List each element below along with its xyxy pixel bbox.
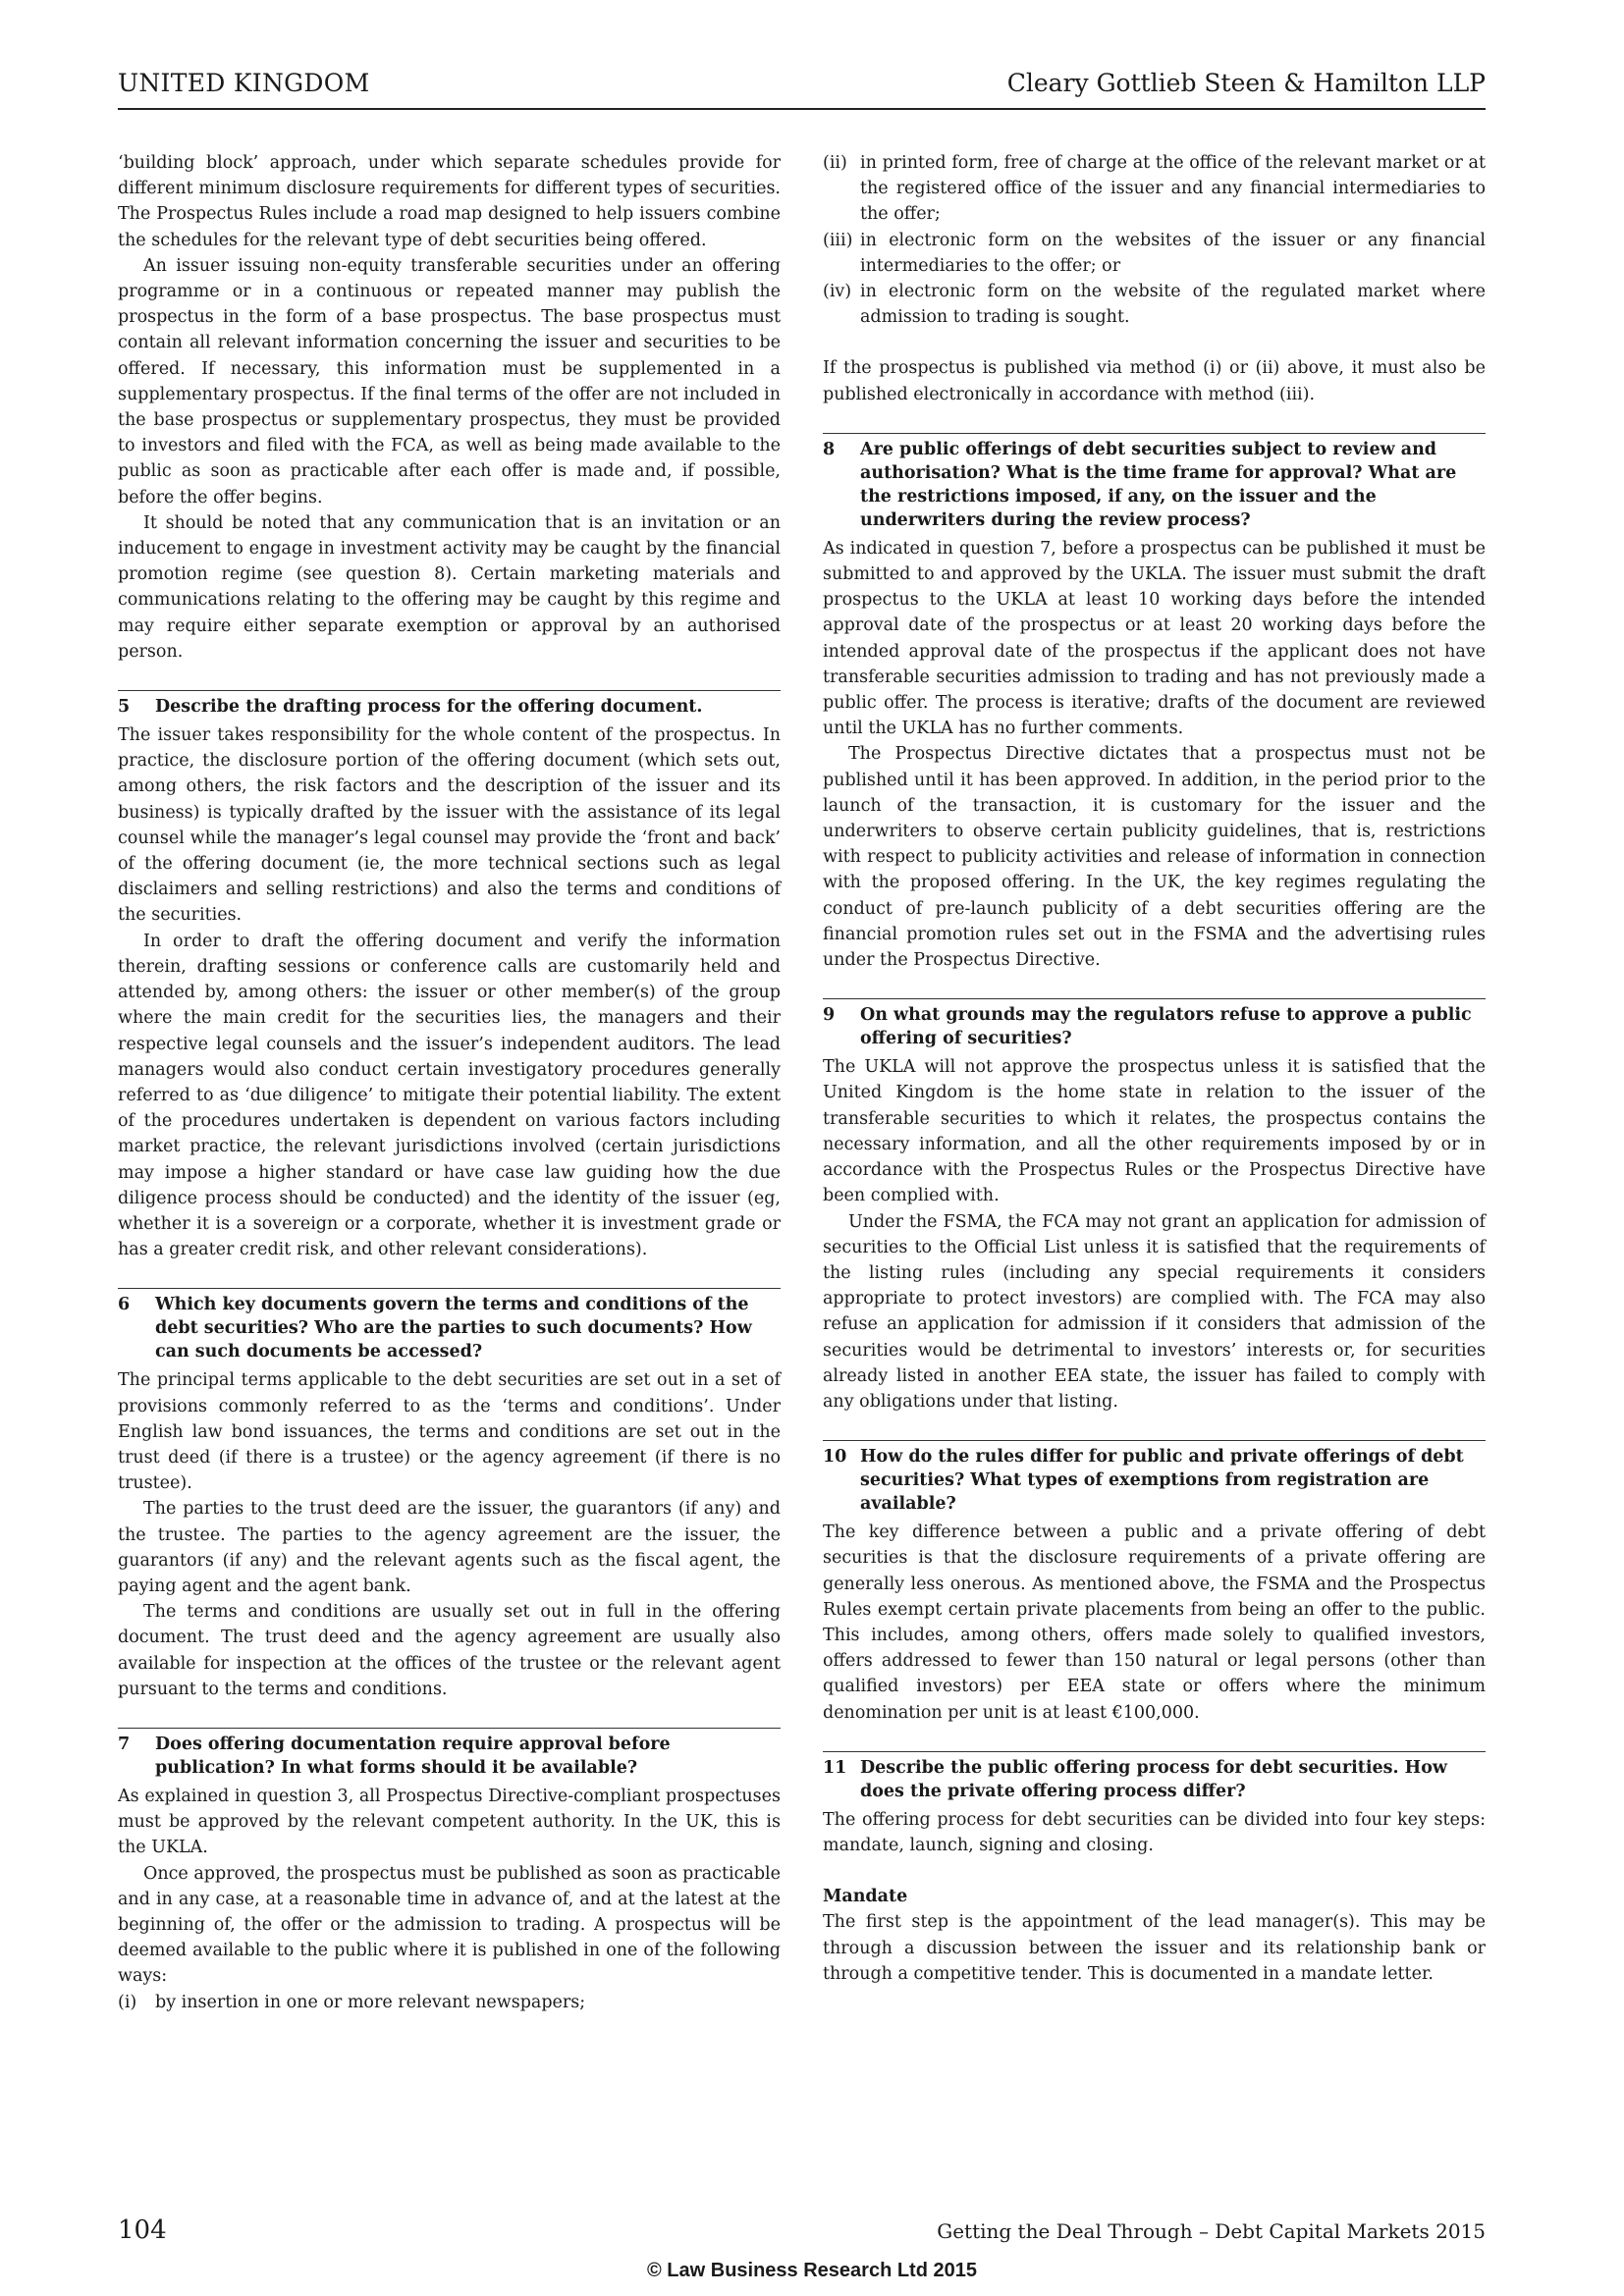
copyright-notice: © Law Business Research Ltd 2015 <box>647 2260 977 2281</box>
paragraph: The UKLA will not approve the prospectus unless it is satisfied that the United Kingdom is the home state in relation to the issuer of the transferable securities to which it relates, the prospectus contains the necessary information, and all the other requirements imposed by or in accordance with the Prospectus Rules or the Prospectus Directive have been complied with. <box>823 1057 1486 1206</box>
list-text: in electronic form on the website of the regulated market where admission to trading is sought. <box>860 282 1486 328</box>
left-column <box>118 150 781 2015</box>
paragraph: As indicated in question 7, before a prospectus can be published it must be submitted to and approved by the UKLA. The issuer must submit the draft prospectus to the UKLA at least 10 working days before the intended approval date of the prospectus or at least 20 working days before the intended approval date of the prospectus if the applicant does not have transferable securities admission to trading and has not previously made a public offer. The process is iterative; drafts of the document are reviewed until the UKLA has no further comments. <box>823 538 1486 739</box>
paragraph: The issuer takes responsibility for the whole content of the prospectus. In practice, the disclosure portion of the offering document (which sets out, among others, the risk factors and the description of the issuer and its business) is typically drafted by the issuer with the assistance of its legal counsel while the manager’s legal counsel may provide the ‘front and back’ of the offering document (ie, the more technical sections such as legal disclaimers and selling restrictions) and also the terms and conditions of the securities. <box>118 725 781 926</box>
question-heading-11 <box>823 1751 1486 1803</box>
list-label: (iii) <box>823 230 853 250</box>
paragraph: If the prospectus is published via method (i) or (ii) above, it must also be published electronically in accordance with method (iii). <box>823 358 1486 404</box>
list-label: (iv) <box>823 282 852 302</box>
paragraph: The first step is the appointment of the lead manager(s). This may be through a discussion between the issuer and its relationship bank or through a competitive tender. This is documented in a mandate letter. <box>823 1912 1486 1984</box>
list-item <box>823 150 1486 228</box>
paragraph: The key difference between a public and a private offering of debt securities is that the disclosure requirements of a private offering are generally less onerous. As mentioned above, the FSMA and the Prospectus Rules exempt certain private placements from being an offer to the public. This includes, among others, offers made solely to qualified investors, offers addressed to fewer than 150 natural or legal persons (other than qualified investors) per EEA state or offers where the minimum denomination per unit is at least €100,000. <box>823 1522 1486 1723</box>
list-label: (ii) <box>823 153 847 173</box>
list-item <box>823 279 1486 330</box>
header-country: UNITED KINGDOM <box>118 69 370 97</box>
list-label: (i) <box>118 1992 137 2012</box>
question-title: Describe the public offering process for debt securities. How does the private offering process differ? <box>860 1757 1447 1801</box>
question-title: On what grounds may the regulators refuse to approve a public offering of securities? <box>860 1005 1472 1049</box>
paragraph: Under the FSMA, the FCA may not grant an application for admission of securities to the Official List unless it is satisfied that the requirements of the listing rules (including any special requirements it considers appropriate to protect investors) are complied with. The FCA may also refuse an application for admission if it considers that admission of the securities would be detrimental to investors’ interests or, for securities already listed in another EEA state, the issuer has failed to comply with any obligations under that listing. <box>823 1211 1486 1412</box>
paragraph: Once approved, the prospectus must be published as soon as practicable and in any case, at a reasonable time in advance of, and at the latest at the beginning of, the offer or the admission to trading. A prospectus will be deemed available to the public where it is published in one of the following ways: <box>118 1863 781 1987</box>
question-number: 7 <box>118 1734 131 1754</box>
header-firm: Cleary Gottlieb Steen & Hamilton LLP <box>1006 69 1486 97</box>
question-heading-8 <box>823 433 1486 532</box>
question-number: 9 <box>823 1005 836 1026</box>
paragraph: As explained in question 3, all Prospectus Directive-compliant prospectuses must be approved by the relevant competent authority. In the UK, this is the UKLA. <box>118 1786 781 1858</box>
list-text: by insertion in one or more relevant newspapers; <box>155 1992 586 2012</box>
question-title: Which key documents govern the terms and conditions of the debt securities? Who are the parties to such documents? How can such documents be accessed? <box>155 1295 752 1362</box>
question-title: Are public offerings of debt securities subject to review and authorisation? What is the time frame for approval? What are the restrictions imposed, if any, on the issuer and the underwriters during the review process? <box>860 439 1457 530</box>
paragraph: The offering process for debt securities can be divided into four key steps: mandate, launch, signing and closing. <box>823 1809 1486 1855</box>
question-number: 11 <box>823 1757 847 1778</box>
question-heading-7 <box>118 1728 781 1780</box>
list-item <box>823 228 1486 279</box>
question-heading-5 <box>118 690 781 719</box>
paragraph: The Prospectus Directive dictates that a prospectus must not be published until it has been approved. In addition, in the period prior to the launch of the transaction, it is customary for the issuer and the underwriters to observe certain publicity guidelines, that is, restrictions with respect to publicity activities and release of information in connection with the proposed offering. In the UK, the key regimes regulating the conduct of pre-launch publicity of a debt securities offering are the financial promotion rules set out in the FSMA and the advertising rules under the Prospectus Directive. <box>823 744 1486 971</box>
question-number: 5 <box>118 697 131 718</box>
question-heading-6 <box>118 1288 781 1363</box>
question-number: 8 <box>823 439 836 459</box>
page-header <box>118 65 1486 110</box>
publication-title: Getting the Deal Through – Debt Capital Markets 2015 <box>937 2219 1486 2243</box>
paragraph: The parties to the trust deed are the issuer, the guarantors (if any) and the trustee. The parties to the agency agreement are the issuer, the guarantors (if any) and the relevant agents such as the fiscal agent, the paying agent and the agent bank. <box>118 1499 781 1596</box>
subheading: Mandate <box>823 1887 908 1907</box>
question-title: Describe the drafting process for the offering document. <box>155 697 703 718</box>
list-text: in electronic form on the websites of the issuer or any financial intermediaries to the offer; or <box>860 230 1486 276</box>
question-title: How do the rules differ for public and private offerings of debt securities? What types of exemptions from registration are available? <box>860 1447 1464 1515</box>
paragraph: The principal terms applicable to the debt securities are set out in a set of provisions commonly referred to as the ‘terms and conditions’. Under English law bond issuances, the terms and conditions are set out in the trust deed (if there is a trustee) or the agency agreement (if there is no trustee). <box>118 1370 781 1494</box>
list-text: in printed form, free of charge at the office of the relevant market or at the registered office of the issuer and any financial intermediaries to the offer; <box>860 153 1486 225</box>
paragraph: An issuer issuing non-equity transferable securities under an offering programme or in a continuous or repeated manner may publish the prospectus in the form of a base prospectus. The base prospectus must contain all relevant information concerning the issuer and securities to be offered. If necessary, this information must be supplemented in a supplementary prospectus. If the final terms of the offer are not included in the base prospectus or supplementary prospectus, they must be provided to investors and filed with the FCA, as well as being made available to the public as soon as practicable after each offer is made and, if possible, before the offer begins. <box>118 255 781 507</box>
list-item <box>118 1990 781 2015</box>
paragraph: The terms and conditions are usually set out in full in the offering document. The trust deed and the agency agreement are usually also available for inspection at the offices of the trustee or the relevant agent pursuant to the terms and conditions. <box>118 1602 781 1699</box>
page-number: 104 <box>118 2216 167 2245</box>
paragraph: ‘building block’ approach, under which separate schedules provide for different minimum disclosure requirements for different types of securities. The Prospectus Rules include a road map designed to help issuers combine the schedules for the relevant type of debt securities being offered. <box>118 153 781 250</box>
paragraph: It should be noted that any communication that is an invitation or an inducement to engage in investment activity may be caught by the financial promotion regime (see question 8). Certain marketing materials and communications relating to the offering may be caught by this regime and may require either separate exemption or approval by an authorised person. <box>118 512 781 662</box>
paragraph: In order to draft the offering document and verify the information therein, drafting sessions or conference calls are customarily held and attended by, among others: the issuer or other member(s) of the group where the main credit for the securities lies, the managers and their respective legal counsels and the issuer’s independent auditors. The lead managers would also conduct certain investigatory procedures generally referred to as ‘due diligence’ to mitigate their potential liability. The extent of the procedures undertaken is dependent on various factors including market practice, the relevant jurisdictions involved (certain jurisdictions may impose a higher standard or have case law guiding how the due diligence process should be conducted) and the identity of the issuer (eg, whether it is a sovereign or a corporate, whether it is investment grade or has a greater credit risk, and other relevant considerations). <box>118 931 781 1260</box>
question-number: 6 <box>118 1295 131 1315</box>
question-number: 10 <box>823 1447 847 1468</box>
question-heading-10 <box>823 1440 1486 1516</box>
question-heading-9 <box>823 998 1486 1050</box>
right-column <box>823 150 1486 1987</box>
question-title: Does offering documentation require approval before publication? In what forms should it be available? <box>155 1734 671 1778</box>
